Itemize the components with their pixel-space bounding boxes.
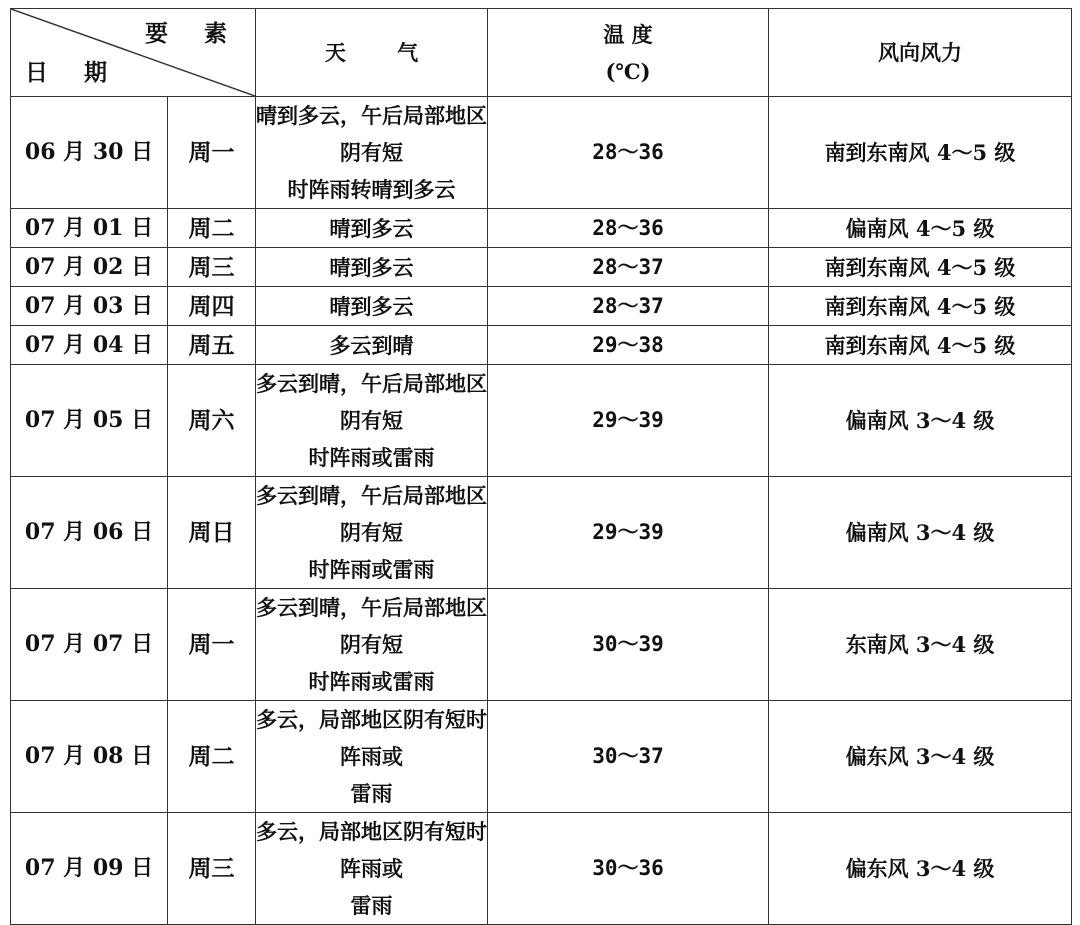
temperature-cell: 28～37 [488,248,769,287]
weather-line: 雷雨 [350,893,393,918]
temperature-cell: 29～39 [488,365,769,477]
date-text: 07 月 01 日 [11,209,168,247]
weather-line: 时阵雨或雷雨 [308,557,435,582]
date-text: 07 月 02 日 [11,248,168,286]
date-cell [11,209,256,248]
date-text: 07 月 06 日 [11,477,168,588]
temperature-cell: 30～36 [488,813,769,925]
table-row [11,589,1072,701]
weather-cell [256,326,488,365]
temperature-cell: 28～36 [488,209,769,248]
date-label: 日 期 [25,59,122,86]
temperature-cell: 28～36 [488,97,769,209]
date-cell [11,365,256,477]
date-cell [11,97,256,209]
weekday-text: 周五 [188,331,235,359]
temperature-header-line1: 温 度 [603,21,653,47]
weather-line: 多云到晴，午后局部地区阴有短 [256,595,487,657]
temperature-cell: 30～39 [488,589,769,701]
wind-cell: 南到东南风 4～5 级 [769,287,1072,326]
temperature-cell: 29～38 [488,326,769,365]
date-cell [11,248,256,287]
date-text: 07 月 08 日 [11,701,168,812]
elements-label: 要 素 [144,20,241,47]
weekday-text: 周二 [188,214,235,242]
wind-header: 风向风力 [769,9,1072,97]
table-row [11,813,1072,925]
weather-line: 多云到晴 [329,332,414,358]
weather-line: 时阵雨转晴到多云 [287,177,456,202]
weekday-text: 周三 [188,855,235,882]
date-text: 07 月 03 日 [11,287,168,325]
table-row [11,97,1072,209]
weather-cell [256,701,488,813]
weather-cell [256,589,488,701]
weekday-text: 周六 [188,407,235,434]
weather-line: 多云，局部地区阴有短时阵雨或 [256,819,487,881]
wind-cell: 偏东风 3～4 级 [769,813,1072,925]
weather-line: 时阵雨或雷雨 [308,669,435,694]
weather-forecast-table [10,8,1072,925]
wind-cell: 东南风 3～4 级 [769,589,1072,701]
temperature-cell: 30～37 [488,701,769,813]
corner-header-cell [11,9,256,97]
header-row [11,9,1072,97]
date-text: 07 月 07 日 [11,589,168,700]
wind-cell: 南到东南风 4～5 级 [769,248,1072,287]
weather-line: 多云，局部地区阴有短时阵雨或 [256,707,487,769]
weather-header: 天 气 [256,9,488,97]
weather-cell [256,209,488,248]
date-cell [11,701,256,813]
table-row [11,365,1072,477]
weather-cell [256,287,488,326]
table-row [11,248,1072,287]
date-text: 07 月 09 日 [11,813,168,924]
wind-cell: 偏东风 3～4 级 [769,701,1072,813]
temperature-cell: 28～37 [488,287,769,326]
date-cell [11,477,256,589]
weather-cell [256,477,488,589]
temperature-header [488,9,769,97]
date-text: 07 月 04 日 [11,326,168,364]
weather-line: 晴到多云 [329,215,414,241]
wind-cell: 南到东南风 4～5 级 [769,326,1072,365]
weekday-text: 周一 [188,139,235,166]
wind-cell: 偏南风 3～4 级 [769,365,1072,477]
weekday-text: 周一 [188,631,235,658]
weather-line: 多云到晴，午后局部地区阴有短 [256,371,487,433]
weather-cell [256,248,488,287]
table-row [11,326,1072,365]
table-row [11,209,1072,248]
weather-cell [256,97,488,209]
weather-cell [256,365,488,477]
date-cell [11,287,256,326]
weather-line: 晴到多云，午后局部地区阴有短 [256,103,487,165]
temperature-header-unit: (℃) [605,58,651,84]
date-cell [11,326,256,365]
wind-cell: 偏南风 4～5 级 [769,209,1072,248]
wind-cell: 南到东南风 4～5 级 [769,97,1072,209]
weekday-text: 周二 [188,743,235,770]
weather-line: 雷雨 [350,781,393,806]
weather-line: 多云到晴，午后局部地区阴有短 [256,483,487,545]
table-row [11,701,1072,813]
weather-line: 晴到多云 [329,254,414,280]
date-cell [11,813,256,925]
weather-cell [256,813,488,925]
wind-cell: 偏南风 3～4 级 [769,477,1072,589]
weekday-text: 周三 [188,253,235,281]
temperature-cell: 29～39 [488,477,769,589]
table-row [11,287,1072,326]
date-text: 06 月 30 日 [11,97,168,208]
weather-line: 时阵雨或雷雨 [308,445,435,470]
weather-line: 晴到多云 [329,293,414,319]
forecast-body [11,97,1072,925]
table-row [11,477,1072,589]
weekday-text: 周四 [188,292,235,320]
date-text: 07 月 05 日 [11,365,168,476]
weekday-text: 周日 [188,519,235,546]
date-cell [11,589,256,701]
